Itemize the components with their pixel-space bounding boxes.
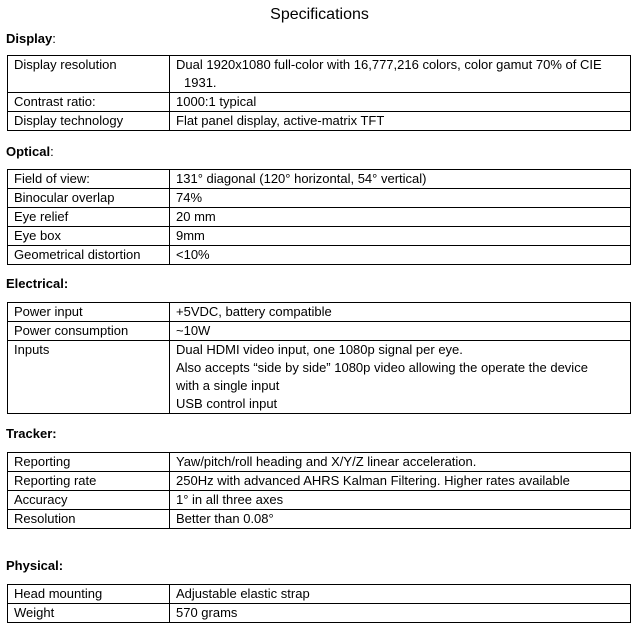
optical-table <box>7 169 631 265</box>
row-value: Better than 0.08° <box>170 510 631 529</box>
row-key: Display resolution <box>8 56 170 93</box>
table-row <box>8 341 631 414</box>
electrical-table <box>7 302 631 414</box>
row-value: 1000:1 typical <box>170 93 631 112</box>
section-heading-display-label: Display <box>6 31 53 46</box>
physical-table <box>7 584 631 623</box>
table-row <box>8 56 631 93</box>
table-row <box>8 170 631 189</box>
row-key: Binocular overlap <box>8 189 170 208</box>
row-key: Contrast ratio: <box>8 93 170 112</box>
row-key: Reporting <box>8 453 170 472</box>
row-value: 74% <box>170 189 631 208</box>
table-row <box>8 510 631 529</box>
table-row <box>8 604 631 623</box>
tracker-table <box>7 452 631 529</box>
section-heading-physical <box>6 558 63 574</box>
row-key: Head mounting <box>8 585 170 604</box>
table-row <box>8 303 631 322</box>
table-row <box>8 322 631 341</box>
row-key: Resolution <box>8 510 170 529</box>
row-value: Flat panel display, active-matrix TFT <box>170 112 631 131</box>
row-key: Geometrical distortion <box>8 246 170 265</box>
table-row <box>8 93 631 112</box>
row-value: Yaw/pitch/roll heading and X/Y/Z linear acceleration. <box>170 453 631 472</box>
row-key: Accuracy <box>8 491 170 510</box>
row-key: Display technology <box>8 112 170 131</box>
row-value: 570 grams <box>170 604 631 623</box>
table-row <box>8 472 631 491</box>
row-value: <10% <box>170 246 631 265</box>
value-line: USB control input <box>176 396 278 411</box>
row-key: Reporting rate <box>8 472 170 491</box>
section-heading-display: Display: <box>6 31 56 46</box>
section-heading-electrical <box>6 276 68 292</box>
page-title: Specifications <box>270 6 369 23</box>
row-value <box>170 56 631 93</box>
value-line: Dual 1920x1080 full-color with 16,777,216 colors, color gamut 70% of CIE <box>176 57 602 72</box>
row-value: 131° diagonal (120° horizontal, 54° vertical) <box>170 170 631 189</box>
value-line: with a single input <box>176 378 280 393</box>
table-row <box>8 246 631 265</box>
table-row <box>8 453 631 472</box>
row-key: Power input <box>8 303 170 322</box>
section-heading-optical: Optical: <box>6 144 54 159</box>
table-row <box>8 227 631 246</box>
table-row <box>8 491 631 510</box>
row-key: Weight <box>8 604 170 623</box>
row-value: 20 mm <box>170 208 631 227</box>
value-line: Also accepts “side by side” 1080p video allowing the operate the device <box>176 360 588 375</box>
table-row <box>8 585 631 604</box>
value-line: 1931. <box>184 75 217 90</box>
section-heading-physical-label: Physical: <box>6 558 64 573</box>
section-heading-electrical-label: Electrical: <box>6 276 69 291</box>
row-value: +5VDC, battery compatible <box>170 303 631 322</box>
section-heading-optical-label: Optical <box>6 144 51 159</box>
row-value: 250Hz with advanced AHRS Kalman Filtering. Higher rates available <box>170 472 631 491</box>
section-heading-tracker-label: Tracker: <box>6 426 57 441</box>
row-key: Power consumption <box>8 322 170 341</box>
table-row <box>8 112 631 131</box>
row-value: 9mm <box>170 227 631 246</box>
section-heading-tracker <box>6 426 57 442</box>
row-key: Inputs <box>8 341 170 414</box>
row-value: ~10W <box>170 322 631 341</box>
display-table <box>7 55 631 131</box>
value-line: Dual HDMI video input, one 1080p signal per eye. <box>176 342 463 357</box>
row-value: 1° in all three axes <box>170 491 631 510</box>
row-key: Eye relief <box>8 208 170 227</box>
row-key: Eye box <box>8 227 170 246</box>
table-row <box>8 208 631 227</box>
table-row <box>8 189 631 208</box>
row-value <box>170 341 631 414</box>
row-value: Adjustable elastic strap <box>170 585 631 604</box>
row-key: Field of view: <box>8 170 170 189</box>
